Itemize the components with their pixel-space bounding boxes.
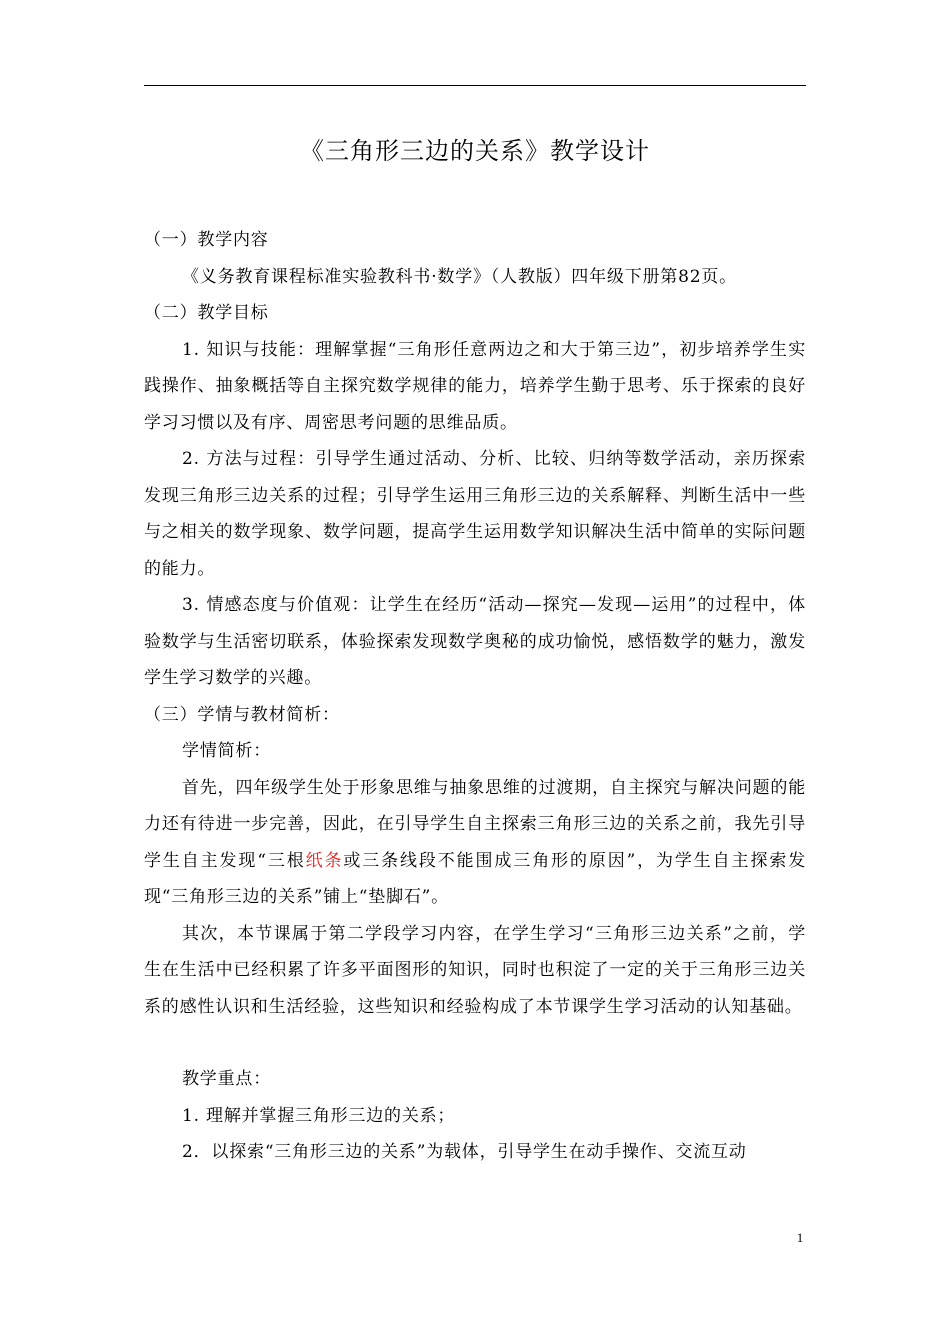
- paragraph-first-part-a: 首先，四年级学生处于形象思维与抽象思维的过渡期，自主探究与解决问题的能力还有待进一步完善，因此，在引导学生自主探索三角形三边的关系之前，我先引导学生自主发现“三根: [144, 777, 806, 871]
- section-heading-objectives: （二）教学目标: [144, 303, 269, 323]
- key-point-item-1: 1. 理解并掌握三角形三边的关系；: [182, 1105, 456, 1126]
- key-point-item-2: 2．以探索“三角形三边的关系”为载体，引导学生在动手操作、交流互动: [182, 1142, 747, 1162]
- section-heading-content: （一）教学内容: [144, 230, 269, 250]
- paragraph-first-part-b: 或三条线段不能围成三角形的原因”，为学生自主探索发现“三角形三边的关系”铺上“垫脚石”。: [144, 850, 806, 907]
- objective-item-3: 3. 情感态度与价值观：让学生在经历“活动—探究—发现—运用”的过程中，体验数学与生活密切联系，体验探索发现数学奥秘的成功愉悦，感悟数学的魅力，激发学生学习数学的兴趣。: [144, 595, 806, 688]
- paragraph-second: 其次，本节课属于第二学段学习内容，在学生学习“三角形三边关系”之前，学生在生活中已经积累了许多平面图形的知识，同时也积淀了一定的关于三角形三边关系的感性认识和生活经验，这些知识和经验构成了本节课学生学习活动的认知基础。: [144, 923, 806, 1017]
- header-rule: [144, 85, 806, 86]
- page-number: 1: [796, 1230, 804, 1245]
- document-title: 《三角形三边的关系》教学设计: [300, 137, 650, 165]
- highlighted-text: 纸条: [305, 850, 344, 871]
- objective-item-1: 1. 知识与技能：理解掌握“三角形任意两边之和大于第三边”，初步培养学生实践操作、抽象概括等自主探究数学规律的能力，培养学生勤于思考、乐于探索的良好学习习惯以及有序、周密思考问题的思维品质。: [144, 339, 806, 433]
- subheading-student-analysis: 学情简析：: [182, 741, 271, 761]
- objective-item-2: 2. 方法与过程：引导学生通过活动、分析、比较、归纳等数学活动，亲历探索发现三角形三边关系的过程；引导学生运用三角形三边的关系解释、判断生活中一些与之相关的数学现象、数学问题，提高学生运用数学知识解决生活中简单的实际问题的能力。: [144, 449, 806, 579]
- subheading-key-points: 教学重点：: [182, 1069, 271, 1089]
- document-body: [144, 222, 806, 1171]
- paragraph-content: 《义务教育课程标准实验教科书·数学》（人教版）四年级下册第82页。: [182, 266, 737, 287]
- paragraph-first: [144, 770, 806, 916]
- section-heading-analysis: （三）学情与教材简析：: [144, 704, 340, 725]
- blank-line: [144, 1025, 806, 1061]
